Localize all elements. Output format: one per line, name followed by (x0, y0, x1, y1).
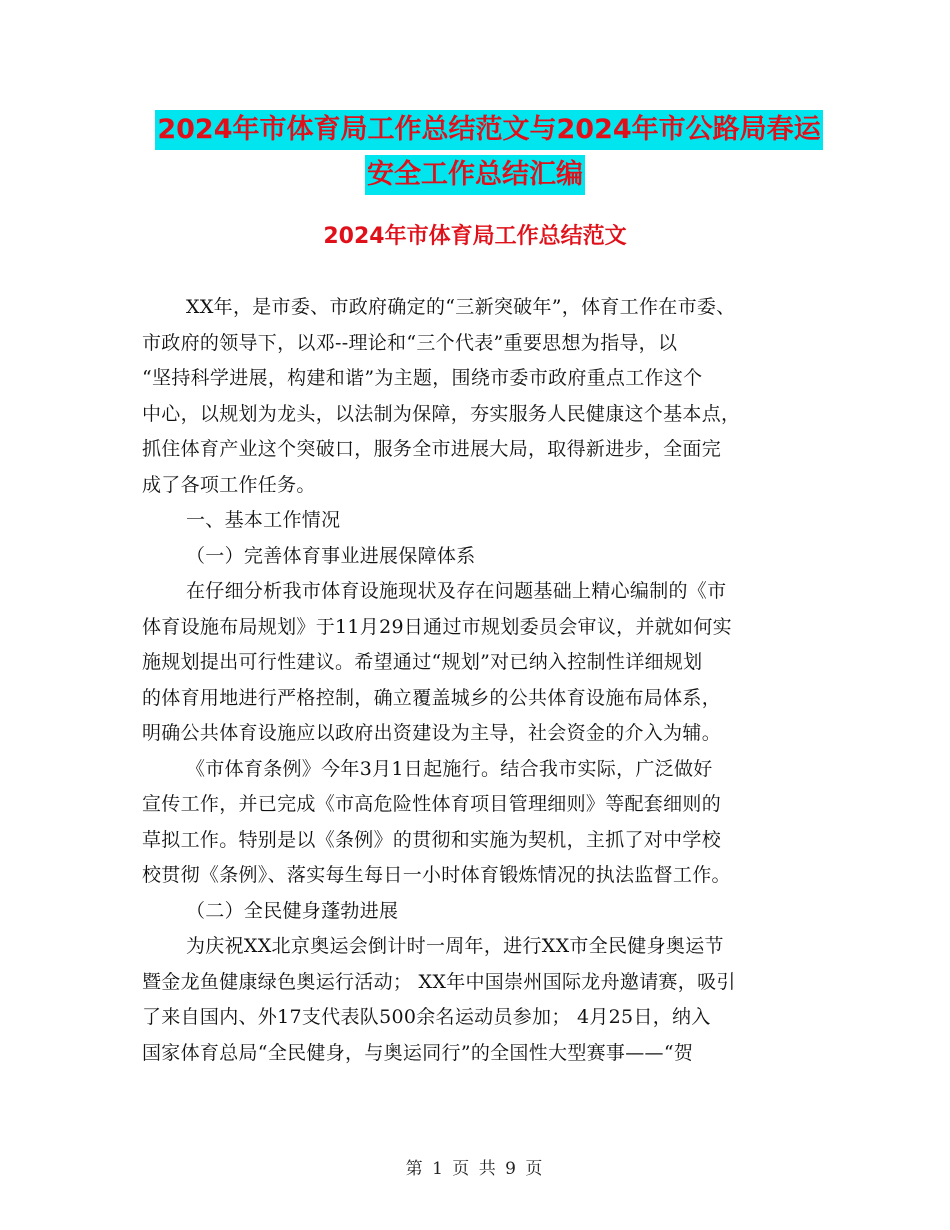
body-line: 宣传工作，并已完成《市高危险性体育项目管理细则》等配套细则的 (142, 793, 722, 815)
body-line: 施规划提出可行性建议。希望通过“规划”对已纳入控制性详细规划 (142, 651, 703, 673)
body-line: 明确公共体育设施应以政府出资建设为主导，社会资金的介入为辅。 (142, 722, 722, 744)
body-line: 草拟工作。特别是以《条例》的贯彻和实施为契机，主抓了对中学校 (142, 828, 722, 851)
title-line-2: 安全工作总结汇编 (365, 155, 585, 195)
body-line: 在仔细分析我市体育设施现状及存在问题基础上精心编制的《市 (186, 580, 727, 602)
body-line: 暨金龙鱼健康绿色奥运行活动； XX年中国崇州国际龙舟邀请赛，吸引 (142, 970, 736, 993)
body-line: 为庆祝XX北京奥运会倒计时一周年，进行XX市全民健身奥运节 (186, 935, 724, 957)
title-line-1: 2024年市体育局工作总结范文与2024年市公路局春运 (155, 110, 822, 150)
subsection-heading: （二）全民健身蓬勃进展 (186, 899, 399, 922)
subsection-heading: （一）完善体育事业进展保障体系 (186, 544, 476, 567)
body-line: 《市体育条例》今年3月1日起施行。结合我市实际，广泛做好 (186, 757, 713, 780)
body-line: 校贯彻《条例》、落实每生每日一小时体育锻炼情况的执法监督工作。 (142, 864, 731, 886)
page-footer: 第 1 页 共 9 页 (405, 1159, 545, 1179)
title-row-2 (0, 155, 950, 200)
section-heading: 一、基本工作情况 (186, 509, 341, 531)
body-line: XX年，是市委、市政府确定的“三新突破年”，体育工作在市委、 (186, 296, 736, 318)
body-line: 抓住体育产业这个突破口，服务全市进展大局，取得新进步，全面完 (142, 438, 722, 460)
body-line: 中心，以规划为龙头，以法制为保障，夯实服务人民健康这个基本点， (142, 402, 741, 425)
body-line: 了来自国内、外17支代表队500余名运动员参加； 4月25日，纳入 (142, 1006, 711, 1028)
body-line: 国家体育总局“全民健身，与奥运同行”的全国性大型赛事——“贺 (142, 1041, 694, 1064)
section-subtitle: 2024年市体育局工作总结范文 (323, 224, 627, 249)
body-line: “坚持科学进展，构建和谐”为主题，围绕市委市政府重点工作这个 (142, 367, 703, 389)
title-row-1 (0, 110, 950, 155)
body-line: 的体育用地进行严格控制，确立覆盖城乡的公共体育设施布局体系， (142, 686, 722, 709)
body-text (142, 290, 810, 1071)
body-line: 成了各项工作任务。 (142, 473, 316, 496)
document-title (0, 110, 950, 200)
body-line: 体育设施布局规划》于11月29日通过市规划委员会审议，并就如何实 (142, 615, 732, 638)
body-line: 市政府的领导下，以邓--理论和“三个代表”重要思想为指导，以 (142, 331, 678, 354)
